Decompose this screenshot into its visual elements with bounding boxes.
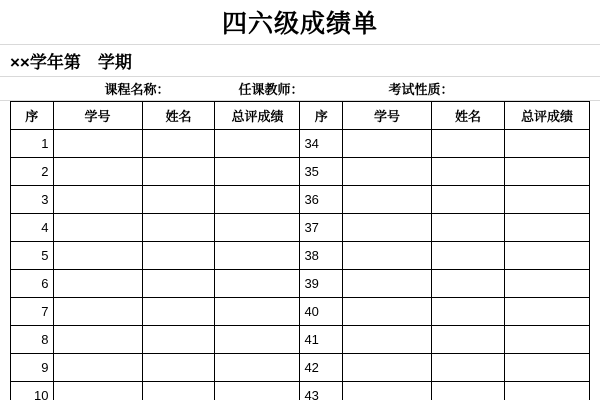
cell-name-right[interactable] (432, 382, 505, 400)
cell-id-left[interactable] (53, 354, 142, 382)
cell-seq-right[interactable]: 41 (300, 326, 343, 354)
table-row[interactable] (11, 186, 590, 214)
header-id-left: 学号 (53, 102, 142, 130)
cell-score-left[interactable] (215, 130, 300, 158)
cell-score-left[interactable] (215, 298, 300, 326)
cell-seq-left[interactable]: 2 (11, 158, 54, 186)
cell-id-right[interactable] (342, 354, 431, 382)
cell-score-right[interactable] (504, 186, 589, 214)
cell-id-left[interactable] (53, 326, 142, 354)
cell-score-right[interactable] (504, 270, 589, 298)
cell-id-right[interactable] (342, 214, 431, 242)
cell-name-left[interactable] (142, 242, 215, 270)
cell-seq-left[interactable]: 7 (11, 298, 54, 326)
cell-name-left[interactable] (142, 158, 215, 186)
cell-name-left[interactable] (142, 326, 215, 354)
header-score-left: 总评成绩 (215, 102, 300, 130)
header-name-right: 姓名 (432, 102, 505, 130)
cell-id-left[interactable] (53, 382, 142, 400)
cell-id-left[interactable] (53, 270, 142, 298)
cell-seq-right[interactable]: 38 (300, 242, 343, 270)
cell-id-left[interactable] (53, 158, 142, 186)
table-header-row (11, 102, 590, 130)
cell-name-left[interactable] (142, 354, 215, 382)
table-row[interactable] (11, 270, 590, 298)
table-row[interactable] (11, 214, 590, 242)
subtitle-row (0, 45, 600, 77)
header-name-left: 姓名 (142, 102, 215, 130)
table-row[interactable] (11, 242, 590, 270)
cell-score-left[interactable] (215, 382, 300, 400)
exam-type-label: 考试性质： (388, 82, 454, 97)
cell-name-left[interactable] (142, 382, 215, 400)
cell-id-right[interactable] (342, 186, 431, 214)
term-subtitle: ××学年第 学期 (10, 53, 132, 72)
cell-score-right[interactable] (504, 382, 589, 400)
cell-score-right[interactable] (504, 130, 589, 158)
cell-id-right[interactable] (342, 130, 431, 158)
table-row[interactable] (11, 298, 590, 326)
table-row[interactable] (11, 130, 590, 158)
cell-id-right[interactable] (342, 298, 431, 326)
cell-score-right[interactable] (504, 298, 589, 326)
teacher-label: 任课教师： (238, 82, 304, 97)
cell-seq-right[interactable]: 42 (300, 354, 343, 382)
cell-id-right[interactable] (342, 382, 431, 400)
cell-name-left[interactable] (142, 298, 215, 326)
cell-score-right[interactable] (504, 354, 589, 382)
page-title: 四六级成绩单 (221, 10, 378, 38)
cell-id-right[interactable] (342, 326, 431, 354)
cell-seq-left[interactable]: 8 (11, 326, 54, 354)
cell-seq-left[interactable]: 4 (11, 214, 54, 242)
cell-id-right[interactable] (342, 158, 431, 186)
cell-score-left[interactable] (215, 354, 300, 382)
course-name-label: 课程名称： (104, 82, 170, 97)
cell-id-right[interactable] (342, 270, 431, 298)
cell-score-left[interactable] (215, 242, 300, 270)
cell-score-left[interactable] (215, 186, 300, 214)
cell-score-right[interactable] (504, 242, 589, 270)
cell-seq-right[interactable]: 39 (300, 270, 343, 298)
cell-id-left[interactable] (53, 130, 142, 158)
cell-score-left[interactable] (215, 214, 300, 242)
cell-seq-right[interactable]: 35 (300, 158, 343, 186)
table-row[interactable] (11, 354, 590, 382)
cell-name-left[interactable] (142, 186, 215, 214)
cell-seq-left[interactable]: 9 (11, 354, 54, 382)
cell-score-right[interactable] (504, 326, 589, 354)
cell-seq-right[interactable]: 34 (300, 130, 343, 158)
cell-score-left[interactable] (215, 326, 300, 354)
cell-name-right[interactable] (432, 326, 505, 354)
cell-id-left[interactable] (53, 186, 142, 214)
table-body (11, 130, 590, 400)
cell-seq-left[interactable]: 5 (11, 242, 54, 270)
header-seq-right: 序 (300, 102, 343, 130)
cell-seq-right[interactable]: 40 (300, 298, 343, 326)
table-row[interactable] (11, 158, 590, 186)
cell-seq-right[interactable]: 43 (300, 382, 343, 400)
cell-seq-left[interactable]: 6 (11, 270, 54, 298)
header-id-right: 学号 (342, 102, 431, 130)
cell-id-right[interactable] (342, 242, 431, 270)
cell-seq-right[interactable]: 36 (300, 186, 343, 214)
cell-name-right[interactable] (432, 242, 505, 270)
cell-score-right[interactable] (504, 214, 589, 242)
cell-name-right[interactable] (432, 130, 505, 158)
header-seq-left: 序 (11, 102, 54, 130)
cell-id-left[interactable] (53, 298, 142, 326)
cell-name-left[interactable] (142, 270, 215, 298)
title-row (0, 0, 600, 45)
table-row[interactable] (11, 326, 590, 354)
cell-score-right[interactable] (504, 158, 589, 186)
cell-score-left[interactable] (215, 270, 300, 298)
cell-seq-left[interactable]: 10 (11, 382, 54, 400)
cell-seq-left[interactable]: 3 (11, 186, 54, 214)
cell-name-right[interactable] (432, 158, 505, 186)
cell-score-left[interactable] (215, 158, 300, 186)
cell-name-right[interactable] (432, 214, 505, 242)
table-row[interactable] (11, 382, 590, 400)
cell-name-right[interactable] (432, 354, 505, 382)
cell-seq-right[interactable]: 37 (300, 214, 343, 242)
meta-row (0, 77, 600, 101)
header-score-right: 总评成绩 (504, 102, 589, 130)
cell-id-left[interactable] (53, 214, 142, 242)
cell-name-right[interactable] (432, 270, 505, 298)
cell-id-left[interactable] (53, 242, 142, 270)
cell-name-left[interactable] (142, 130, 215, 158)
cell-seq-left[interactable]: 1 (11, 130, 54, 158)
cell-name-left[interactable] (142, 214, 215, 242)
cell-name-right[interactable] (432, 298, 505, 326)
scores-table (10, 101, 590, 400)
cell-name-right[interactable] (432, 186, 505, 214)
